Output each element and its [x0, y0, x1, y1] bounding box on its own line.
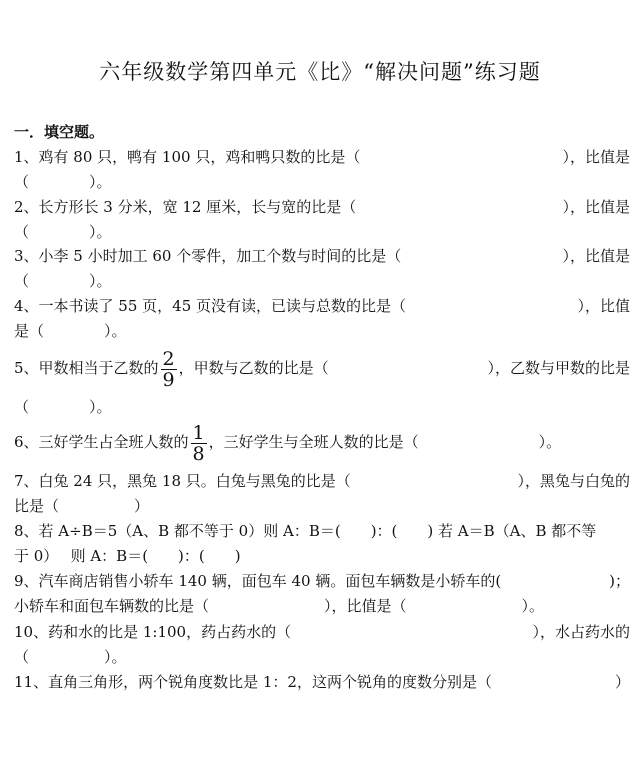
question-7-cont: 比是（ ）: [14, 497, 150, 515]
question-5-cont: （ ）。: [14, 398, 112, 416]
q9-text-end: )；: [609, 572, 630, 590]
q9-text-3: ），比值是（: [324, 597, 407, 615]
question-1-cont: （ ）。: [14, 173, 112, 191]
question-9: [14, 571, 630, 591]
fraction-2-9: $\frac{2}{9}$: [162, 347, 175, 391]
q2-text: 2、长方形长 3 分米，宽 12 厘米，长与宽的比是（: [14, 198, 357, 216]
q3-text: 3、小李 5 小时加工 60 个零件，加工个数与时间的比是（: [14, 247, 402, 265]
question-8: 8、若 A÷B＝5（A、B 都不等于 0）则 A：B＝( )：( ) 若 A＝B（A、B 都不等: [14, 522, 597, 540]
question-10: [14, 622, 630, 642]
section-heading: 一．填空题。: [14, 123, 105, 141]
question-3-cont: （ ）。: [14, 272, 112, 290]
question-10-cont: （ ）。: [14, 648, 127, 666]
q9-text: 9、汽车商店销售小轿车 140 辆，面包车 40 辆。面包车辆数是小轿车的(: [14, 572, 502, 590]
question-11: [14, 672, 630, 692]
page-title: 六年级数学第四单元《比》“解决问题”练习题: [99, 60, 541, 84]
q7-text: 7、白兔 24 只，黑兔 18 只。白兔与黑兔的比是（: [14, 472, 351, 490]
q2-text-end: ），比值是: [562, 198, 630, 216]
q6-text: 6、三好学生占全班人数的: [14, 433, 189, 451]
question-3: [14, 246, 630, 266]
q6-text-mid: ，三好学生与全班人数的比是（: [208, 433, 419, 451]
question-2-cont: （ ）。: [14, 223, 112, 241]
q7-text-end: ），黑兔与白兔的: [517, 472, 630, 490]
question-9-cont: [14, 596, 630, 616]
question-7: [14, 471, 630, 491]
q9-text-2: 小轿车和面包车辆数的比是（: [14, 597, 210, 615]
q6-text-end: ）。: [538, 433, 562, 451]
question-4-cont: 是（ ）。: [14, 322, 127, 340]
question-8-cont: 于 0） 则 A：B＝( )：( ): [14, 547, 241, 565]
q11-text: 11、直角三角形，两个锐角度数比是 1：2，这两个锐角的度数分别是（: [14, 673, 492, 691]
q5-text-end: ），乙数与甲数的比是: [487, 359, 630, 377]
q4-text-end: ），比值: [577, 297, 630, 315]
fraction-1-8: $\frac{1}{8}$: [192, 421, 205, 465]
q3-text-end: ），比值是: [562, 247, 630, 265]
q9-text-4: ）。: [521, 597, 545, 615]
question-5: [14, 348, 630, 390]
q4-text: 4、一本书读了 55 页，45 页没有读，已读与总数的比是（: [14, 297, 407, 315]
q1-text: 1、鸡有 80 只，鸭有 100 只，鸡和鸭只数的比是（: [14, 148, 361, 166]
question-4: [14, 296, 630, 316]
q1-text-end: ），比值是: [562, 148, 630, 166]
q11-text-end: ）: [614, 673, 630, 691]
q5-text: 5、甲数相当于乙数的: [14, 359, 159, 377]
question-6: [14, 422, 630, 464]
question-2: [14, 197, 630, 217]
q5-text-mid: ，甲数与乙数的比是（: [178, 359, 329, 377]
q10-text-end: ），水占药水的: [532, 623, 630, 641]
question-1: [14, 147, 630, 167]
q10-text: 10、药和水的比是 1:100，药占药水的（: [14, 623, 292, 641]
